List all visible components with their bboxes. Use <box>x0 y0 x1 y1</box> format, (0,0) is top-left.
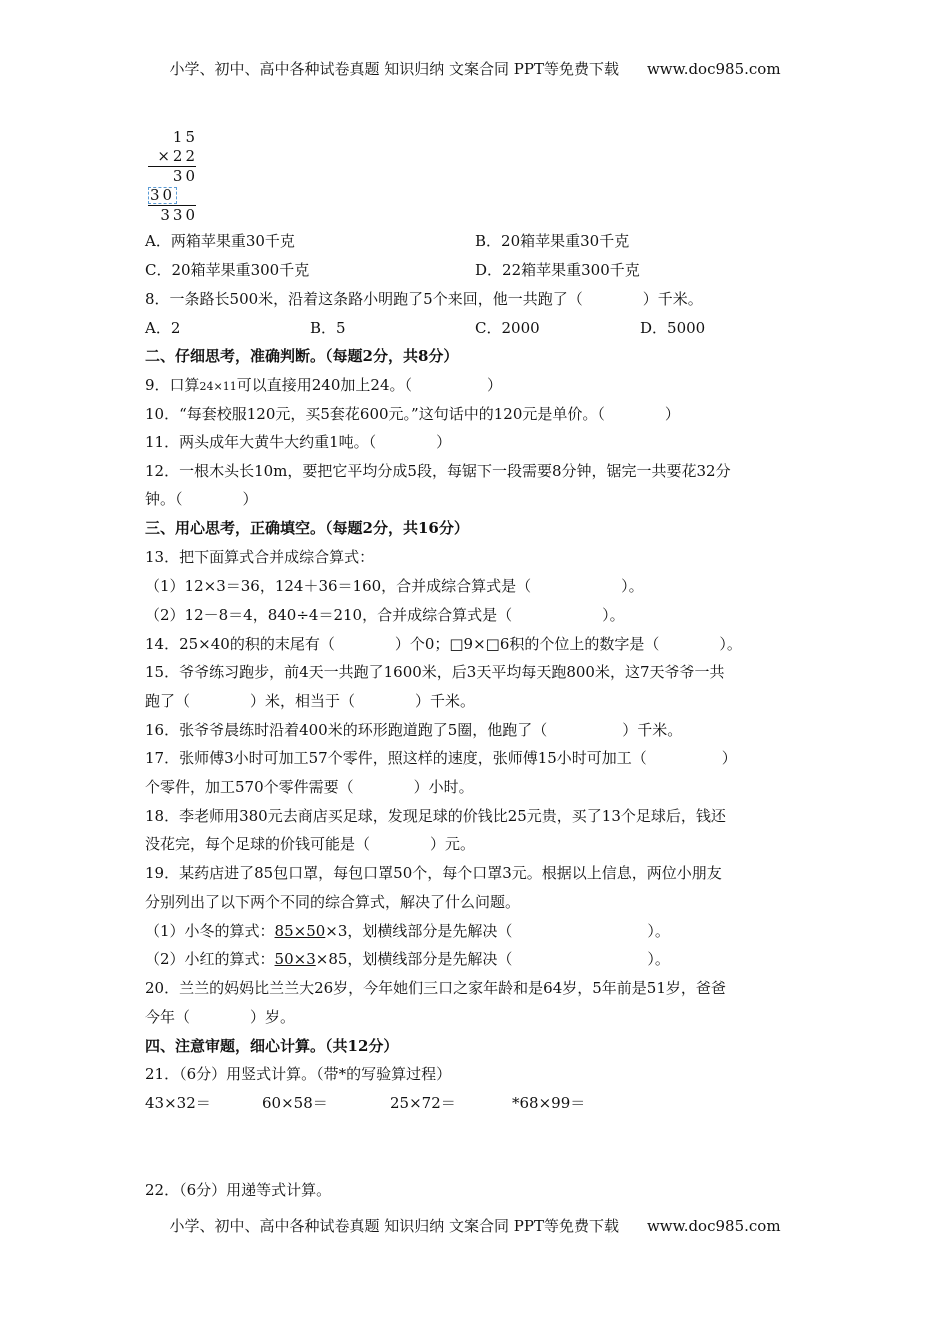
q9-text <box>145 374 502 395</box>
header-text: 小学、初中、高中各种试卷真题 知识归纳 文案合同 PPT等免费下载 <box>169 60 619 78</box>
q7-option-b: B．20箱苹果重30千克 <box>475 232 630 250</box>
q19-p1-underlined: 85×50 <box>274 922 326 940</box>
q22-text: 22．（6分）用递等式计算。 <box>145 1181 332 1199</box>
section-4-title: 四、注意审题，细心计算。（共12分） <box>145 1037 399 1055</box>
vm-row-4: 30 <box>150 186 176 204</box>
q19-part-2 <box>145 948 670 969</box>
q15-line-2: 跑了（ ）米，相当于（ ）千米。 <box>145 692 476 710</box>
q7-option-c: C．20箱苹果重300千克 <box>145 261 310 279</box>
vm-row-1: 15 <box>172 128 198 146</box>
vm-row-3: 30 <box>172 167 198 185</box>
q8-option-a: A．2 <box>145 319 181 337</box>
q14-text: 14．25×40的积的末尾有（ ）个0；□9×□6积的个位上的数字是（ ）。 <box>145 635 742 653</box>
page-footer <box>0 1215 950 1236</box>
footer-site: www.doc985.com <box>646 1217 781 1235</box>
q19-p2-pre: （2）小红的算式： <box>145 950 275 968</box>
q13-part-2: （2）12－8＝4，840÷4＝210，合并成综合算式是（ ）。 <box>145 606 625 624</box>
q8-text: 8．一条路长500米，沿着这条路小明跑了5个来回，他一共跑了（ ）千米。 <box>145 290 703 308</box>
page-header <box>0 58 950 79</box>
q13-part-1: （1）12×3＝36，124＋36＝160，合并成综合算式是（ ）。 <box>145 577 644 595</box>
q21-expr-1: 43×32＝ <box>145 1094 211 1112</box>
section-2-title: 二、仔细思考，准确判断。（每题2分，共8分） <box>145 347 459 365</box>
q9-post: 可以直接用240加上24。（ ） <box>236 376 502 394</box>
q7-option-d: D．22箱苹果重300千克 <box>475 261 640 279</box>
vm-row-5: 330 <box>160 206 198 224</box>
q7-option-a: A．两箱苹果重30千克 <box>145 232 295 250</box>
q9-expr: 24×11 <box>199 380 237 393</box>
q18-line-2: 没花完，每个足球的价钱可能是（ ）元。 <box>145 835 476 853</box>
q12-line-2: 钟。（ ） <box>145 490 258 508</box>
q20-line-2: 今年（ ）岁。 <box>145 1008 296 1026</box>
q19-p1-post: ×3，划横线部分是先解决（ ）。 <box>325 922 670 940</box>
q12-line-1: 12．一根木头长10m，要把它平均分成5段，每锯下一段需要8分钟，锯完一共要花32分 <box>145 462 731 480</box>
q10-text: 10．“每套校服120元，买5套花600元。”这句话中的120元是单价。（ ） <box>145 405 680 423</box>
footer-text: 小学、初中、高中各种试卷真题 知识归纳 文案合同 PPT等免费下载 <box>169 1217 619 1235</box>
q13-text: 13．把下面算式合并成综合算式： <box>145 548 375 566</box>
q8-option-c: C．2000 <box>475 319 540 337</box>
q20-line-1: 20．兰兰的妈妈比兰兰大26岁，今年她们三口之家年龄和是64岁，5年前是51岁，爸爸 <box>145 979 726 997</box>
section-3-title: 三、用心思考，正确填空。（每题2分，共16分） <box>145 519 469 537</box>
q15-line-1: 15．爷爷练习跑步，前4天一共跑了1600米，后3天平均每天跑800米，这7天爷爷一共 <box>145 663 725 681</box>
vertical-multiplication <box>148 128 198 225</box>
q19-line-1: 19．某药店进了85包口罩，每包口罩50个，每个口罩3元。根据以上信息，两位小朋友 <box>145 864 722 882</box>
header-site: www.doc985.com <box>646 60 781 78</box>
q19-p2-underlined: 50×3 <box>274 950 316 968</box>
q11-text: 11．两头成年大黄牛大约重1吨。（ ） <box>145 433 452 451</box>
q19-p1-pre: （1）小冬的算式： <box>145 922 275 940</box>
q17-line-2: 个零件，加工570个零件需要（ ）小时。 <box>145 778 474 796</box>
q8-option-b: B．5 <box>310 319 346 337</box>
q21-expr-4: *68×99＝ <box>512 1094 586 1112</box>
q21-text: 21．（6分）用竖式计算。（带*的写验算过程） <box>145 1065 452 1083</box>
q21-expr-2: 60×58＝ <box>262 1094 328 1112</box>
q19-p2-post: ×85，划横线部分是先解决（ ）。 <box>315 950 670 968</box>
q19-line-2: 分别列出了以下两个不同的综合算式，解决了什么问题。 <box>145 893 521 911</box>
q9-pre: 9．口算 <box>145 376 200 394</box>
q21-expr-3: 25×72＝ <box>390 1094 456 1112</box>
q16-text: 16．张爷爷晨练时沿着400米的环形跑道跑了5圈，他跑了（ ）千米。 <box>145 721 683 739</box>
q19-part-1 <box>145 920 670 941</box>
q17-line-1: 17．张师傅3小时可加工57个零件，照这样的速度，张师傅15小时可加工（ ） <box>145 749 737 767</box>
q8-option-d: D．5000 <box>640 319 706 337</box>
vm-row-2: ×22 <box>157 147 198 165</box>
q18-line-1: 18．李老师用380元去商店买足球，发现足球的价钱比25元贵，买了13个足球后，钱还 <box>145 807 726 825</box>
